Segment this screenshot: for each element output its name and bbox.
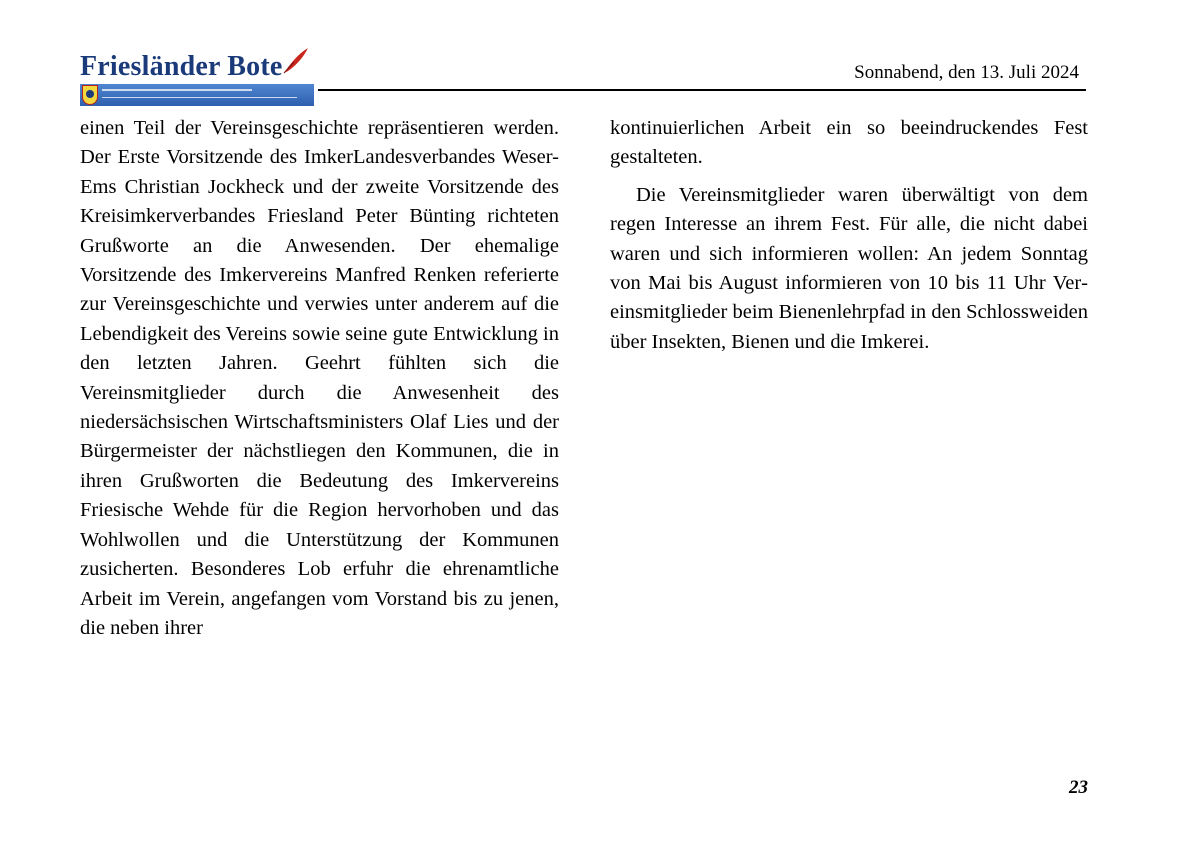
masthead-logo xyxy=(80,52,314,106)
quill-pen-icon xyxy=(280,46,310,76)
article-paragraph-continuation: kontinuierlichen Arbeit ein so beeindruckendes Fest gestalteten. xyxy=(610,117,1088,169)
page-number: 23 xyxy=(1069,777,1088,798)
article-column-right xyxy=(610,114,1088,357)
header-rule xyxy=(318,89,1086,91)
issue-date: Sonnabend, den 13. Juli 2024 xyxy=(854,62,1079,83)
article-paragraph: Die Vereinsmitglieder waren überwältigt von dem regen Interesse an ihrem Fest. Für alle, die nicht dabei waren und sich informieren wollen: An jedem Sonntag von Mai bis August informieren von 10 bis 11 Uhr Vereinsmitglieder beim Bienenlehrpfad in den Schlossweiden über Insekten, Bienen und die Imkerei. xyxy=(610,183,1088,353)
logo-title: Friesländer Bote xyxy=(80,51,283,82)
article-paragraph: einen Teil der Vereinsgeschichte repräsentieren werden. Der Erste Vorsitzende des ImkerLandesverbandes Weser-Ems Christian Jockheck und der zweite Vorsitzende des Kreisimkerverbandes Friesland Peter Bünting richteten Grußworte an die Anwesenden. Der ehemalige Vorsitzende des Imkervereins Manfred Renken referierte zur Vereinsgeschichte und verwies unter anderem auf die Lebendigkeit des Vereins sowie seine gute Entwicklung in den letzten Jahren. Geehrt fühlten sich die Vereinsmitglieder durch die Anwesenheit des niedersächsischen Wirtschaftsministers Olaf Lies und der Bürgermeister der nächstliegen den Kommunen, die in ihren Grußworten die Bedeutung des Imkervereins Friesische Wehde für die Region hervorhoben und das Wohlwollen und die Unterstützung der Kommunen zusicherten. Besonderes Lob erfuhr die ehrenamtliche Arbeit im Verein, angefangen vom Vorstand bis zu jenen, die neben ihrer xyxy=(80,117,559,639)
logo-banner xyxy=(80,84,314,106)
logo-tagline-graphic xyxy=(102,89,252,91)
coat-of-arms-icon xyxy=(82,85,98,105)
logo-infoline-graphic xyxy=(102,97,297,98)
article-column-left xyxy=(80,114,559,643)
